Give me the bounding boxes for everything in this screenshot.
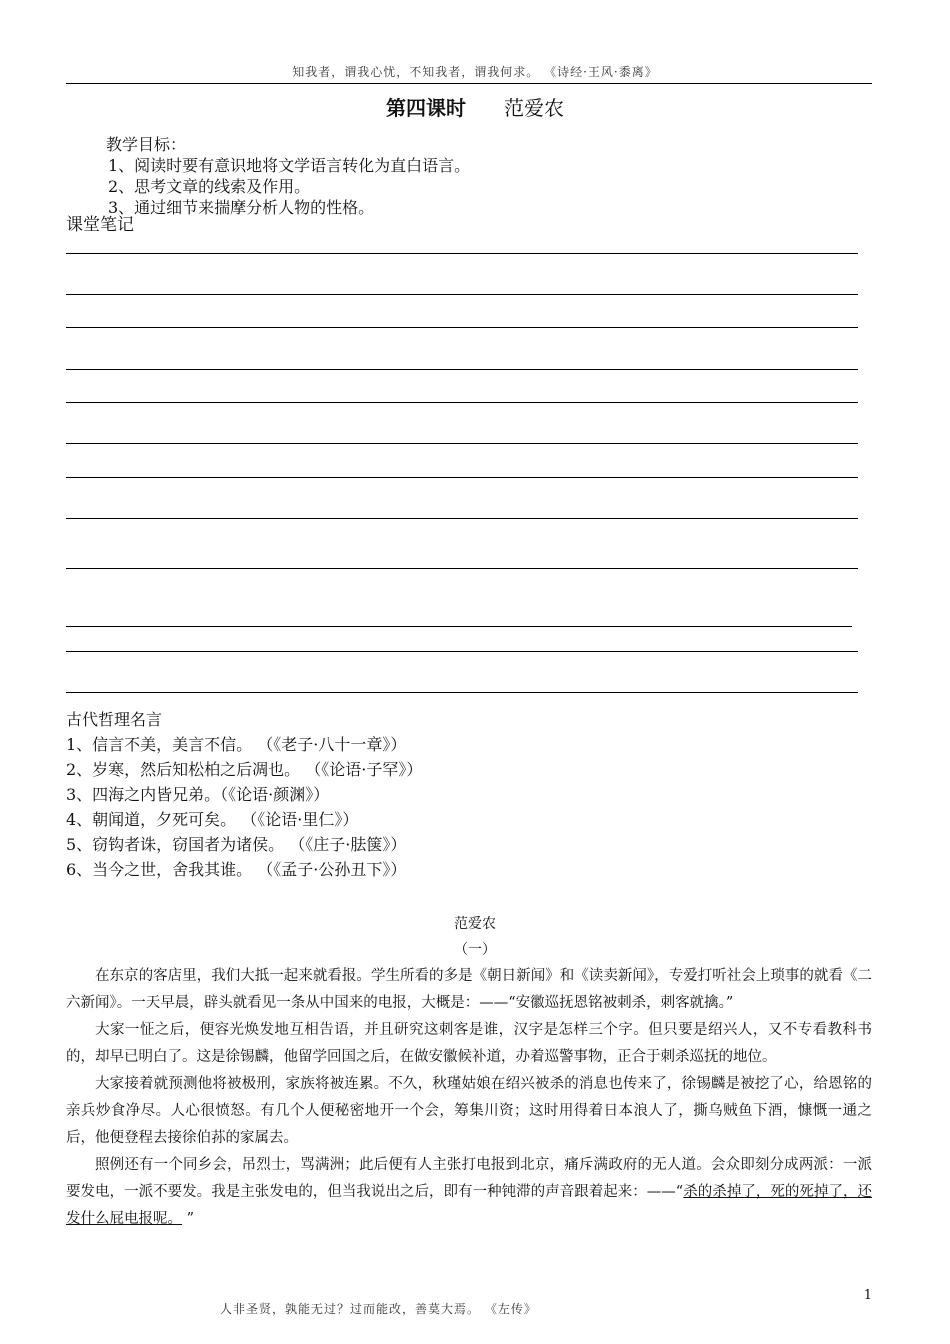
goals-heading: 教学目标： <box>106 135 187 154</box>
header-divider <box>66 83 872 84</box>
proverb-item: 4、朝闻道，夕死可矣。 （《论语·里仁》） <box>66 810 359 829</box>
note-line <box>66 402 858 403</box>
proverb-item: 5、窃钩者诛，窃国者为诸侯。 （《庄子·胠箧》） <box>66 835 407 854</box>
underlined-quote: 杀的杀掉了，死的死掉了，还发什么屁电报呢。 <box>66 1184 872 1227</box>
goal-item: 1、阅读时要有意识地将文学语言转化为直白语言。 <box>108 156 471 175</box>
goal-item: 3、通过细节来揣摩分析人物的性格。 <box>108 198 375 217</box>
note-line <box>66 294 858 295</box>
proverbs-section <box>66 707 422 882</box>
article-paragraph <box>66 1152 872 1233</box>
lesson-title <box>0 92 950 121</box>
article-title: 范爱农 <box>454 916 496 932</box>
lesson-number: 第四课时 <box>386 96 466 120</box>
note-line <box>66 651 858 652</box>
note-line <box>66 477 858 478</box>
note-line <box>66 327 858 328</box>
article-paragraph: 大家一怔之后，便容光焕发地互相告语，并且研究这刺客是谁，汉字是怎样三个字。但只要是绍兴人，又不专看教科书的，却早已明白了。这是徐锡麟，他留学回国之后，在做安徽候补道，办着巡警事物，正合于刺杀巡抚的地位。 <box>66 1022 872 1065</box>
article-part: （一） <box>454 942 496 958</box>
note-line <box>66 518 858 519</box>
article-paragraph: 在东京的客店里，我们大抵一起来就看报。学生所看的多是《朝日新闻》和《读卖新闻》，专爱打听社会上琐事的就看《二六新闻》。一天早晨，辟头就看见一条从中国来的电报，大概是：——“安徽巡抚恩铭被刺杀，刺客就擒。” <box>66 968 872 1011</box>
note-line <box>66 369 858 370</box>
paragraph-text: 照例还有一个同乡会，吊烈士，骂满洲；此后便有人主张打电报到北京，痛斥满政府的无人道。会众即刻分成两派：一派要发电，一派不要发。我是主张发电的，但当我说出之后，即有一种钝滞的声音跟着起来：——“ <box>66 1157 872 1200</box>
proverb-item: 3、四海之内皆兄弟。（《论语·颜渊》） <box>66 785 330 804</box>
note-line <box>66 692 858 693</box>
header-quote: 知我者，谓我心忧，不知我者，谓我何求。 《诗经·王风·黍离》 <box>292 65 658 79</box>
article-paragraph: 大家接着就预测他将被极刑，家族将被连累。不久，秋瑾姑娘在绍兴被杀的消息也传来了，徐锡麟是被挖了心，给恩铭的亲兵炒食净尽。人心很愤怒。有几个人便秘密地开一个会，筹集川资；这时用得着日本浪人了，撕乌贼鱼下酒，慷慨一通之后，他便登程去接徐伯荪的家属去。 <box>66 1076 872 1146</box>
proverb-item: 6、当今之世，舍我其谁。 （《孟子·公孙丑下》） <box>66 860 407 879</box>
teaching-goals <box>106 134 470 218</box>
note-line <box>66 568 858 569</box>
goal-item: 2、思考文章的线索及作用。 <box>108 177 311 196</box>
note-line <box>66 443 858 444</box>
note-line <box>66 253 858 254</box>
notes-label: 课堂笔记 <box>66 215 134 235</box>
page-number: 1 <box>863 1288 872 1303</box>
paragraph-text-end: ” <box>182 1211 195 1227</box>
lesson-subtitle: 范爱农 <box>504 96 564 120</box>
note-line <box>66 626 852 627</box>
proverbs-heading: 古代哲理名言 <box>66 710 163 729</box>
proverb-item: 1、信言不美，美言不信。 （《老子·八十一章》） <box>66 735 407 754</box>
footer-quote: 人非圣贤，孰能无过？过而能改，善莫大焉。 《左传》 <box>220 1302 537 1316</box>
proverb-item: 2、岁寒，然后知松柏之后凋也。 （《论语·子罕》） <box>66 760 423 779</box>
article-body <box>66 963 872 1233</box>
